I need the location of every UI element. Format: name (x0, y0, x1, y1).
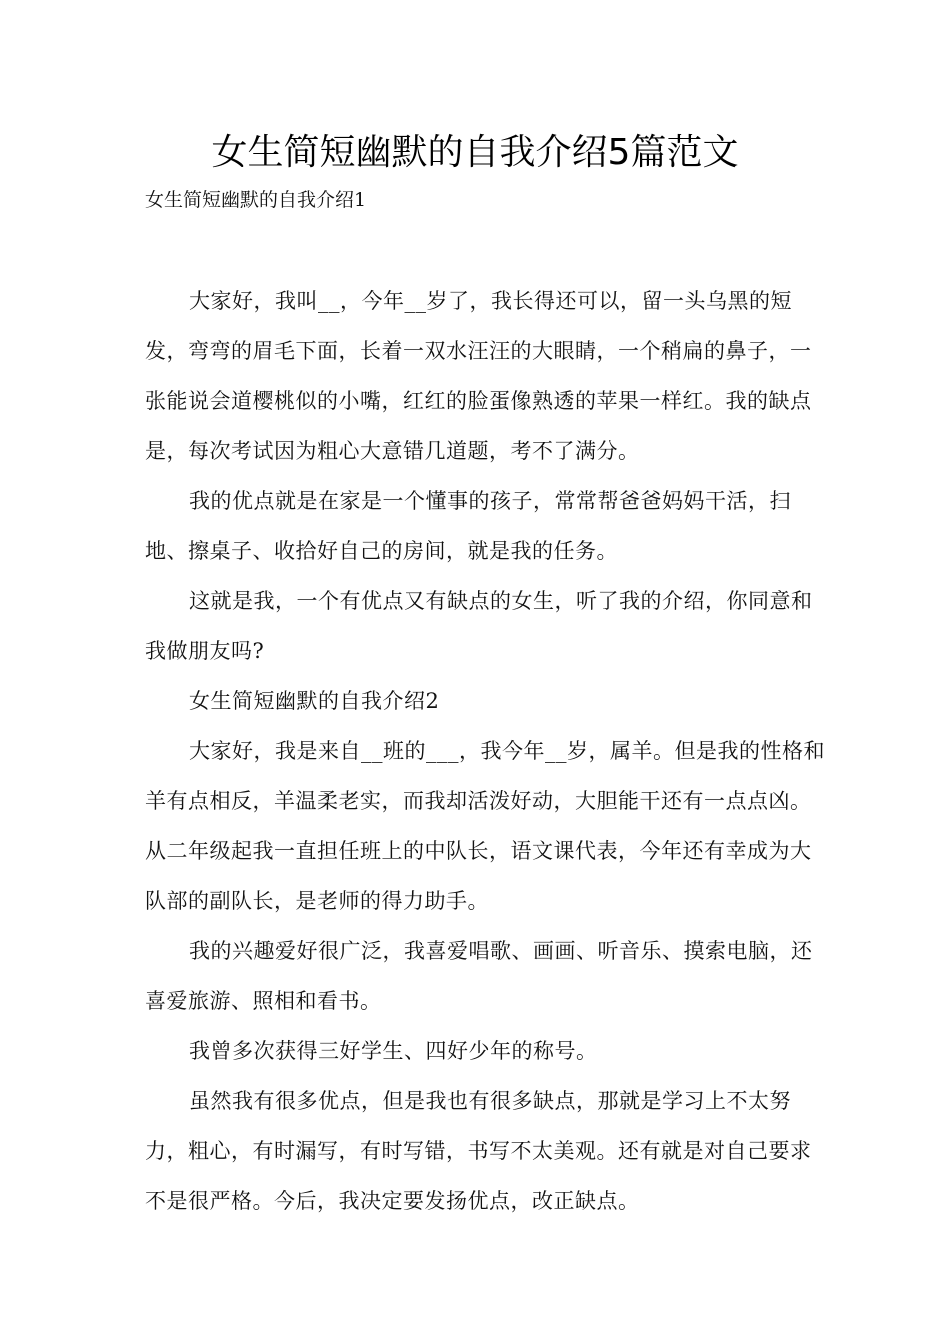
document-title: 女生简短幽默的自我介绍5篇范文 (211, 132, 739, 173)
paragraph-3: 这就是我，一个有优点又有缺点的女生，听了我的介绍，你同意和我做朋友吗? (145, 589, 813, 663)
paragraph-6: 我曾多次获得三好学生、四好少年的称号。 (189, 1039, 598, 1063)
section-heading-2: 女生简短幽默的自我介绍2 (189, 689, 440, 713)
paragraph-7: 虽然我有很多优点，但是我也有很多缺点，那就是学习上不太努力，粗心，有时漏写，有时写错，书写不太美观。还有就是对自己要求不是很严格。今后，我决定要发扬优点，改正缺点。 (145, 1089, 812, 1213)
paragraph-5: 我的兴趣爱好很广泛，我喜爱唱歌、画画、听音乐、摸索电脑，还喜爱旅游、照相和看书。 (145, 939, 813, 1013)
paragraph-1: 大家好，我叫__，今年__岁了，我长得还可以，留一头乌黑的短发，弯弯的眉毛下面，长着一双水汪汪的大眼睛，一个稍扁的鼻子，一张能说会道樱桃似的小嘴，红红的脸蛋像熟透的苹果一样红。我的缺点是，每次考试因为粗心大意错几道题，考不了满分。 (145, 289, 812, 463)
paragraph-4: 大家好，我是来自__班的___，我今年__岁，属羊。但是我的性格和羊有点相反，羊温柔老实，而我却活泼好动，大胆能干还有一点点凶。从二年级起我一直担任班上的中队长，语文课代表，今年还有幸成为大队部的副队长，是老师的得力助手。 (145, 739, 825, 913)
section-heading-1: 女生简短幽默的自我介绍1 (145, 189, 367, 211)
paragraph-2: 我的优点就是在家是一个懂事的孩子，常常帮爸爸妈妈干活，扫地、擦桌子、收拾好自己的房间，就是我的任务。 (145, 489, 791, 563)
